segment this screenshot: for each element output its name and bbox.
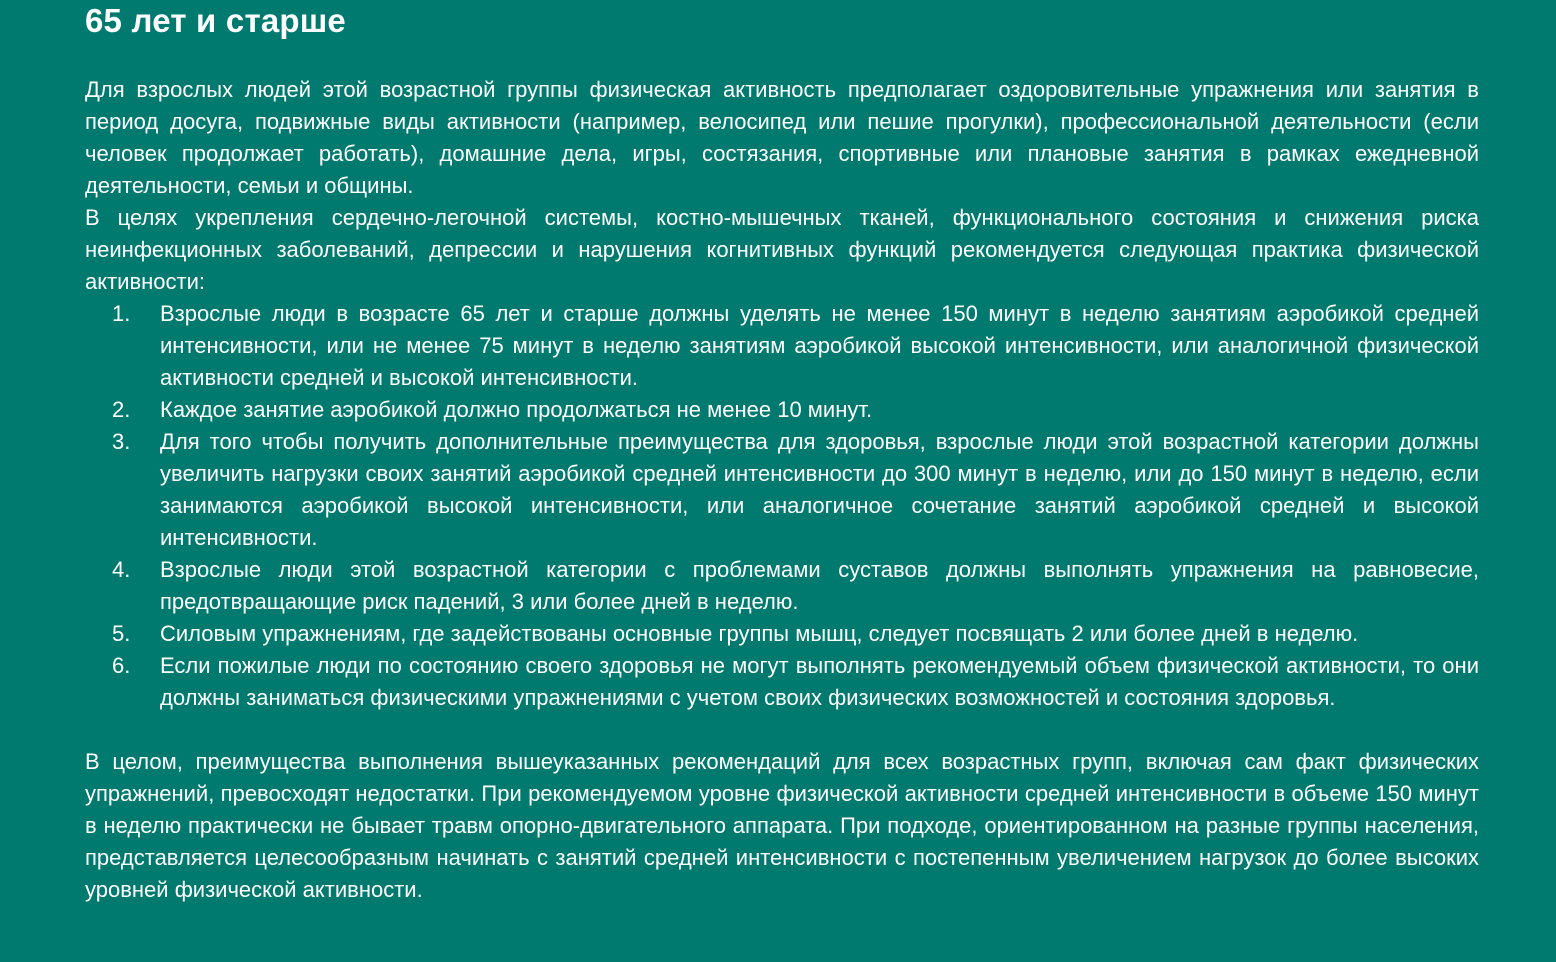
recommendations-list <box>85 298 1479 714</box>
list-item-number: 1. <box>112 301 131 326</box>
list-item <box>85 554 1479 618</box>
list-item <box>85 394 1479 426</box>
list-item-text: Силовым упражнениям, где задействованы основные группы мышц, следует посвящать 2 или более дней в неделю. <box>160 621 1359 646</box>
list-item-number: 2. <box>112 397 131 422</box>
list-item <box>85 426 1479 554</box>
list-item <box>85 650 1479 714</box>
list-item-number: 5. <box>112 621 131 646</box>
list-item <box>85 618 1479 650</box>
list-item-text: Если пожилые люди по состоянию своего здоровья не могут выполнять рекомендуемый объем физической активности, то они должны заниматься физическими упражнениями с учетом своих физических возможностей и состояния здоровья. <box>160 653 1479 710</box>
section-heading: 65 лет и старше <box>85 2 346 39</box>
intro-paragraph-recommendation-lead: В целях укрепления сердечно-легочной системы, костно-мышечных тканей, функционального состояния и снижения риска неинфекционных заболеваний, депрессии и нарушения когнитивных функций рекомендуется следующая практика физической активности: <box>85 205 1479 294</box>
list-item-text: Для того чтобы получить дополнительные преимущества для здоровья, взрослые люди этой возрастной категории должны увеличить нагрузки своих занятий аэробикой средней интенсивности до 300 минут в неделю, или до 150 минут в неделю, если занимаются аэробикой высокой интенсивности, или аналогичное сочетание занятий аэробикой средней и высокой интенсивности. <box>160 429 1479 550</box>
list-item-number: 4. <box>112 557 131 582</box>
intro-paragraph-activity-definition: Для взрослых людей этой возрастной группы физическая активность предполагает оздоровительные упражнения или занятия в период досуга, подвижные виды активности (например, велосипед или пешие прогулки), профессиональной деятельности (если человек продолжает работать), домашние дела, игры, состязания, спортивные или плановые занятия в рамках ежедневной деятельности, семьи и общины. <box>85 77 1479 198</box>
list-item-number: 3. <box>112 429 131 454</box>
list-item <box>85 298 1479 394</box>
document-page <box>85 0 1479 906</box>
list-item-text: Взрослые люди этой возрастной категории с проблемами суставов должны выполнять упражнения на равновесие, предотвращающие риск падений, 3 или более дней в неделю. <box>160 557 1479 614</box>
list-item-text: Каждое занятие аэробикой должно продолжаться не менее 10 минут. <box>160 397 873 422</box>
list-item-text: Взрослые люди в возрасте 65 лет и старше должны уделять не менее 150 минут в неделю занятиям аэробикой средней интенсивности, или не менее 75 минут в неделю занятиям аэробикой высокой интенсивности, или аналогичной физической активности средней и высокой интенсивности. <box>160 301 1479 390</box>
conclusion-paragraph: В целом, преимущества выполнения вышеуказанных рекомендаций для всех возрастных групп, включая сам факт физических упражнений, превосходят недостатки. При рекомендуемом уровне физической активности средней интенсивности в объеме 150 минут в неделю практически не бывает травм опорно-двигательного аппарата. При подходе, ориентированном на разные группы населения, представляется целесообразным начинать с занятий средней интенсивности с постепенным увеличением нагрузок до более высоких уровней физической активности. <box>85 749 1479 902</box>
list-item-number: 6. <box>112 653 131 678</box>
